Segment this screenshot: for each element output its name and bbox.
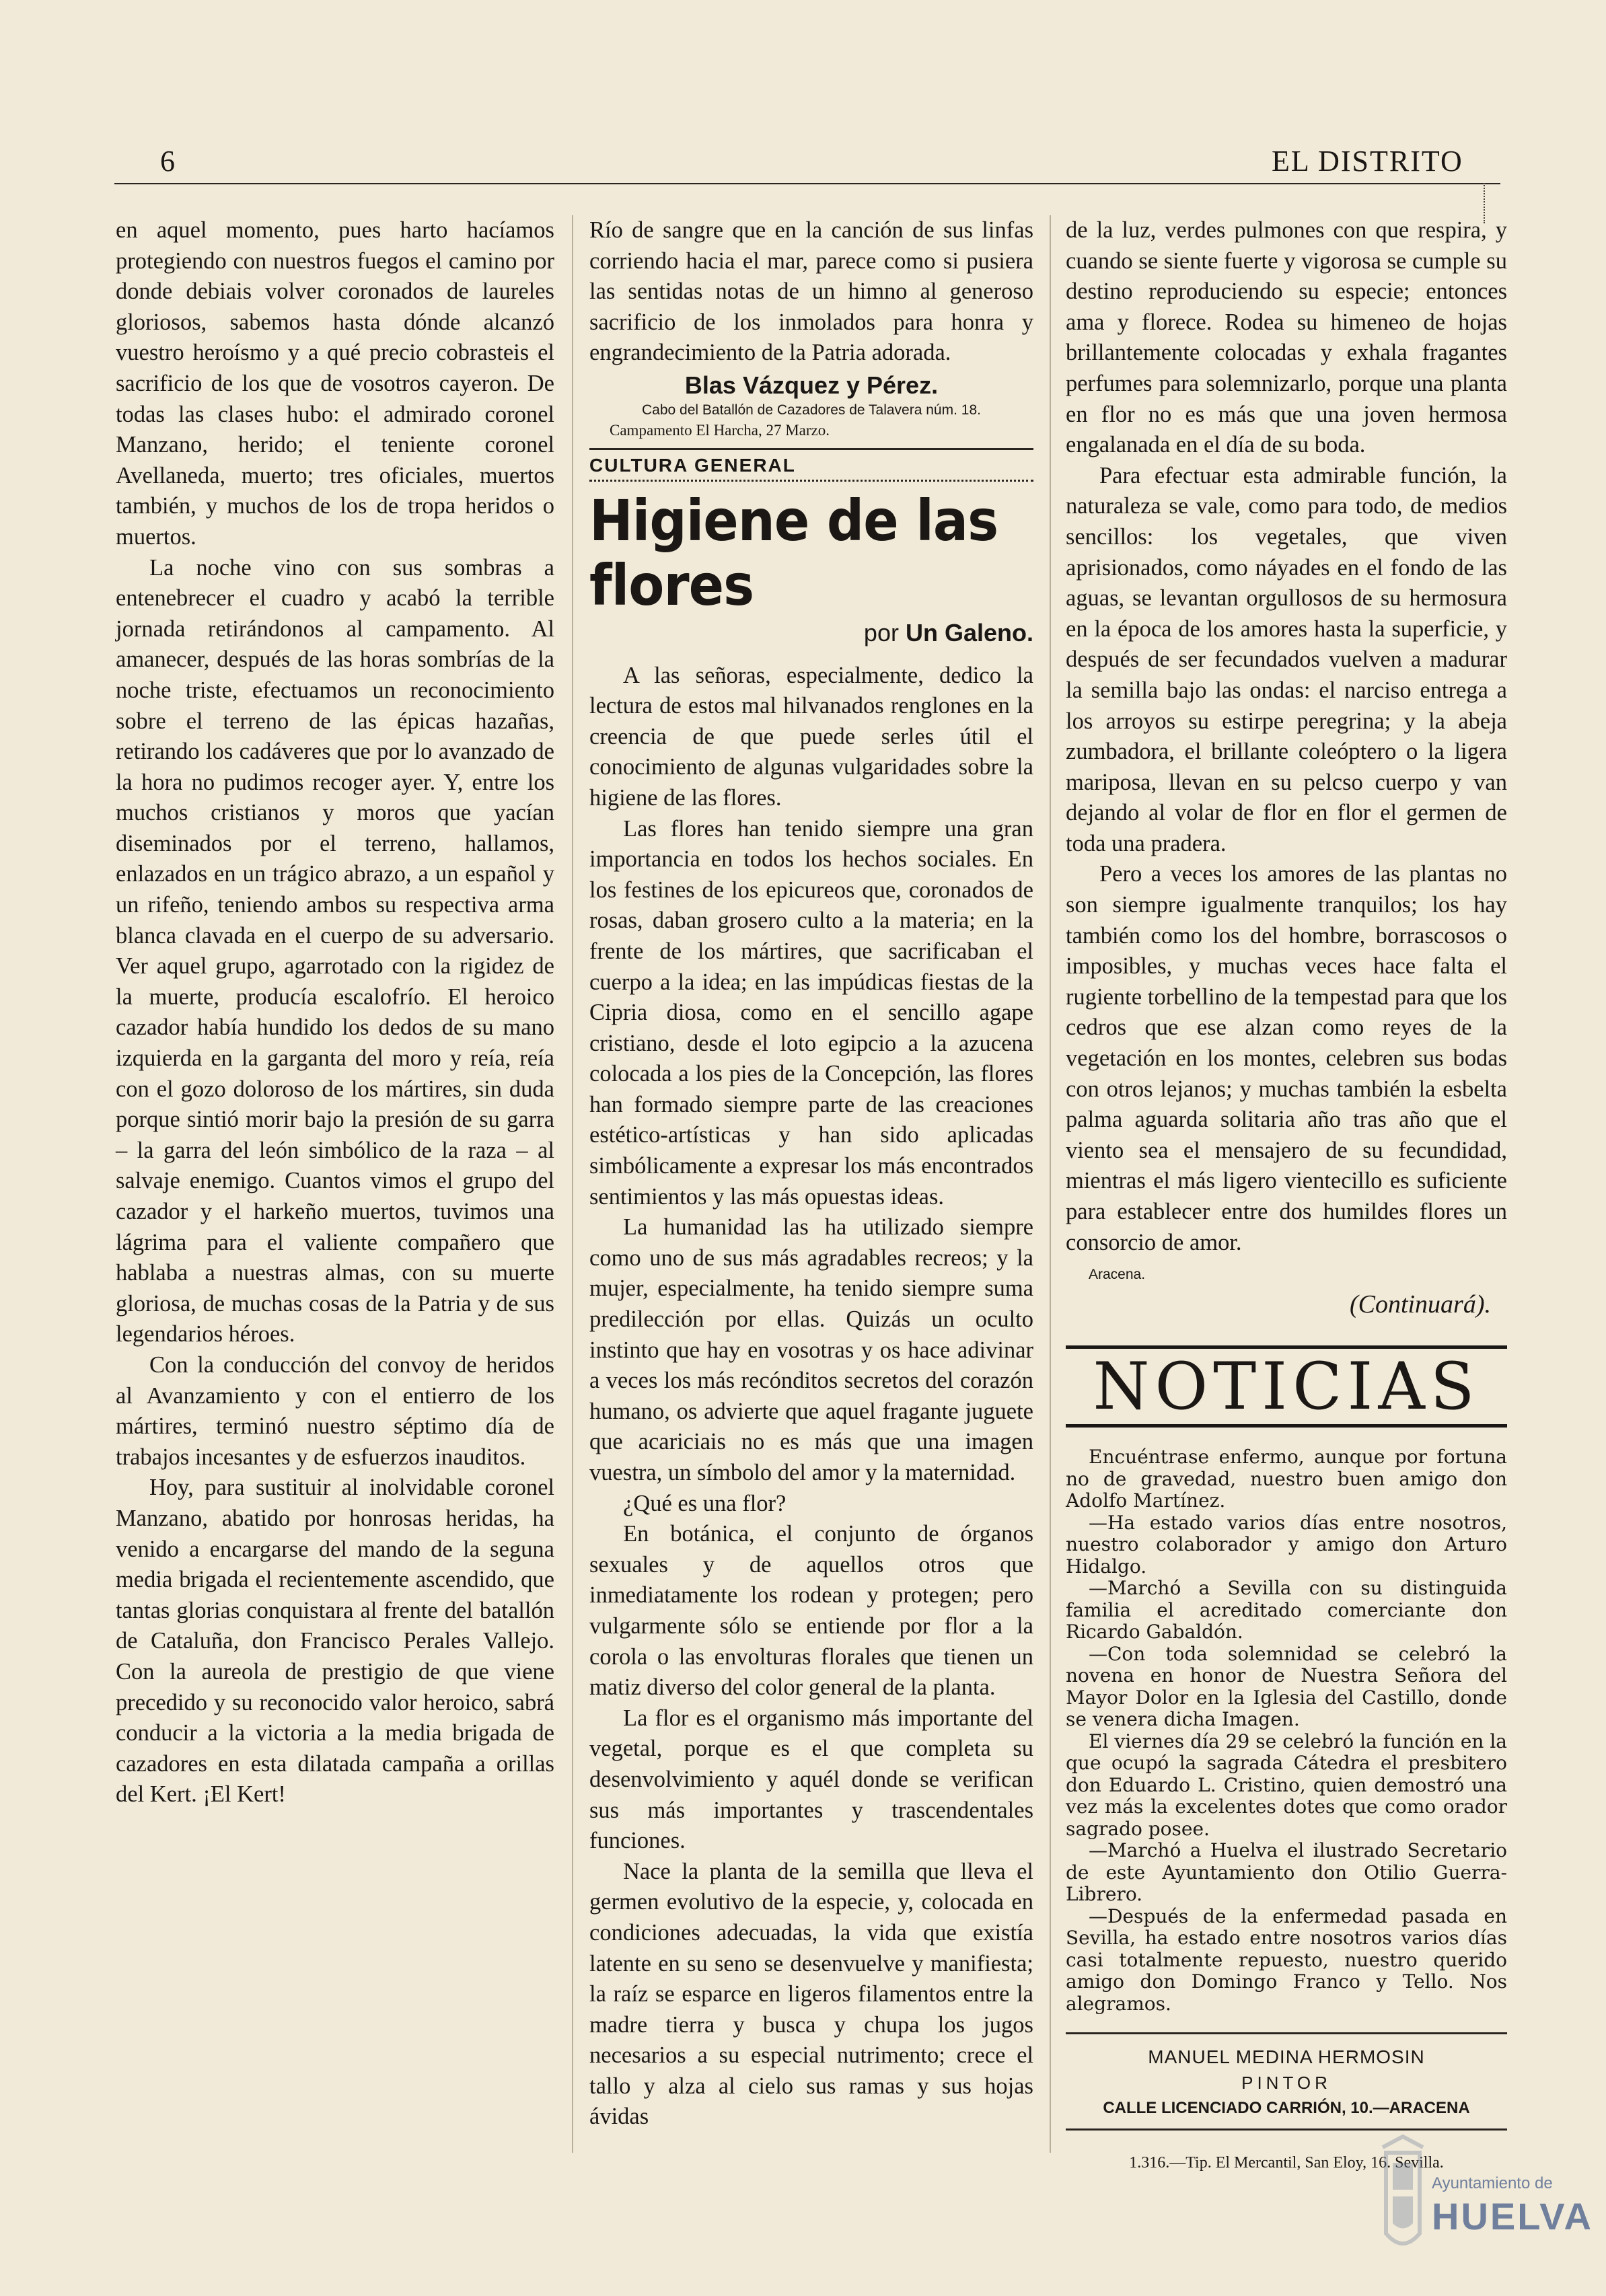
paragraph: en aquel momento, pues harto hacíamos protegiendo con nuestros fuegos el camino por donde debiais volver coronados de laureles gloriosos, sabemos hasta dónde alcanzó vuestro heroísmo y a qué precio cobrasteis el sacrificio de los que de vosotros cayeron. De todas las clases hubo: el admirado coronel Manzano, herido; el teniente coronel Avellaneda, muerto; tres oficiales, muertos también, y muchos de los de tropa heridos o muertos.: [116, 217, 554, 550]
ad-trade: PINTOR: [1241, 2073, 1331, 2094]
news-item: —Después de la enfermedad pasada en Sevilla, ha estado entre nosotros varios días casi totalmente repuesto, nuestro querido amigo don Domingo Franco y Tello. Nos alegramos.: [1066, 1904, 1507, 2015]
paragraph: de la luz, verdes pulmones con que respira, y cuando se siente fuerte y vigorosa se cumple su destino reproduciendo su especie; entonces ama y florece. Rodea su himeneo de hojas brillantemente colocadas y exhala fragantes perfumes para solemnizarlo, porque una planta en flor no es más que una joven hermosa engalanada en el día de su boda.: [1066, 217, 1507, 458]
signature-place: Campamento El Harcha, 27 Marzo.: [610, 421, 830, 439]
news-item: El viernes día 29 se celebró la función en la que ocupó la sagrada Cátedra el presbitero don Eduardo L. Cristino, quien demostró una vez más la excelentes dotes que como orador sagrado posee.: [1066, 1730, 1507, 1840]
ad-name: MANUEL MEDINA HERMOSIN: [1148, 2046, 1425, 2068]
paragraph: Para efectuar esta admirable función, la naturaleza se vale, como para todo, de medios sencillos: los vegetales, que viven aprisionados, como náyades en el fondo de las aguas, se levantan orgullosos de su hermosura en la época de los amores hasta la superficie, y después de ser fecundados vuelven a madurar la semilla bajo las ondas: el narciso entrega a los arroyos su estirpe peregrina; y la abeja zumbadora, el brillante coleóptero o la ligera mariposa, llevan en su pelcso cuerpo y van dejando al volar de flor en flor el germen de toda una pradera.: [1066, 462, 1507, 856]
column-2: [589, 215, 1033, 2133]
page-number: 6: [160, 145, 175, 178]
paragraph: Las flores han tenido siempre una gran importancia en todos los hechos sociales. En los festines de los epicureos que, coronados de rosas, daban grosero culto a la materia; en la frente de los mártires, que sacrificaban el cuerpo a la idea; en las impúdicas fiestas de la Cipria diosa, como en el sencillo agape cristiano, desde el loto egipcio a la azucena colocada a los pies de la Concepción, las flores han formado siempre parte de las creaciones estético-artísticas y han sido aplicadas simbólicamente a expresar los más encontrados sentimientos y las más opuestas ideas.: [589, 815, 1033, 1210]
masthead: EL DISTRITO: [1272, 145, 1463, 178]
article-title: Higiene de las flores: [589, 487, 998, 618]
byline: [589, 618, 1033, 649]
paragraph: Río de sangre que en la canción de sus linfas corriendo hacia el mar, parece como si pusiera las sentidas notas de un himno al generoso sacrificio de los inmolados para honra y engrandecimiento de la Patria adorada.: [589, 217, 1033, 366]
signature-rank: Cabo del Batallón de Cazadores de Talavera núm. 18.: [642, 402, 981, 418]
paragraph: Nace la planta de la semilla que lleva el germen evolutivo de la especie, y, colocada en condiciones adecuadas, la vida que existía latente en su seno se desenvuelve y manifiesta; la raíz se esparce en ligeros filamentos entre la madre tierra y busca y chupa los jugos necesarios a su especial nutrimento; crece el tallo y alza al cielo sus ramas y sus hojas ávidas: [589, 1858, 1033, 2130]
noticias-heading: NOTICIAS: [1066, 1345, 1507, 1428]
news-item: —Marchó a Sevilla con su distinguida familia el acreditado comerciante don Ricardo Gabaldón.: [1066, 1577, 1507, 1643]
paragraph: La humanidad las ha utilizado siempre como uno de sus más agradables recreos; y la mujer, especialmente, ha tenido siempre suma predilección por ellas. Quizás un oculto instinto que hay en vosotras y os hace adivinar a veces los más recónditos secretos del corazón humano, os advierte que aquel fragante juguete que acariciais no es más que una imagen vuestra, un símbolo del amor y la maternidad.: [589, 1214, 1033, 1485]
news-item: —Marchó a Huelva el ilustrado Secretario de este Ayuntamiento don Otilio Guerra-Librero.: [1066, 1839, 1507, 1906]
paragraph: A las señoras, especialmente, dedico la lectura de estos mal hilvanados renglones en la creencia de que puede serles útil el conocimiento de algunas vulgaridades sobre la higiene de las flores.: [589, 662, 1033, 811]
paragraph: ¿Qué es una flor?: [623, 1490, 787, 1516]
noticias-list: [1066, 1446, 1507, 2015]
paragraph: Con la conducción del convoy de heridos al Avanzamiento y con el entierro de los mártires, terminó nuestro séptimo día de trabajos incesantes y de esfuerzos inauditos.: [116, 1351, 554, 1470]
header-rule: [114, 183, 1500, 184]
paragraph: La noche vino con sus sombras a entenebrecer el cuadro y acabó la terrible jornada retirándonos al campamento. Al amanecer, después de las horas sombrías de la noche triste, efectuamos un reconocimiento sobre el terreno de las épicas hazañas, retirando los cadáveres que por lo avanzado de la hora no pudimos recoger ayer. Y, entre los muchos cristianos y moros que yacían diseminados por el terreno, hallamos, enlazados en un trágico abrazo, a un español y un rifeño, teniendo ambos su respectiva arma blanca clavada en el cuerpo de su adversario. Ver aquel grupo, agarrotado con la rigidez de la muerte, producía escalofrío. El heroico cazador había hundido los dedos de su mano izquierda en la garganta del moro y reía, reía con el gozo doloroso de los mártires, sin duda porque sintió morir bajo la presión de su garra – la garra del león simbólico de la raza – al salvaje enemigo. Cuantos vimos el grupo del cazador y el harkeño muertos, tuvimos una lágrima para el valiente compañero que hablaba a nuestras almas, con su muerte gloriosa, de muchas cosas de la Patria y de sus legendarios héroes.: [116, 554, 554, 1347]
paragraph: En botánica, el conjunto de órganos sexuales y de aquellos otros que inmediatamente los rodean y protegen; pero vulgarmente sólo se entiende por flor a la corola o las envolturas florales que tienen un matiz diverso del color general de la planta.: [589, 1521, 1033, 1701]
column-1: [116, 215, 554, 1810]
signature: Blas Vázquez y Pérez.: [684, 371, 939, 399]
byline-prefix: por: [863, 618, 899, 646]
column-3: [1066, 215, 1507, 2179]
imprint: 1.316.—Tip. El Mercantil, San Eloy, 16. Sevilla.: [1129, 2154, 1444, 2172]
section-rule-dotted: [589, 480, 1033, 482]
news-item: —Con toda solemnidad se celebró la novena en honor de Nuestra Señora del Mayor Dolor en la Iglesia del Castillo, donde se venera dicha Imagen.: [1066, 1642, 1507, 1731]
column-divider-2: [1050, 215, 1051, 2153]
watermark-line-1: Ayuntamiento de: [1432, 2174, 1553, 2192]
watermark-line-2: HUELVA: [1432, 2195, 1593, 2237]
paragraph: La flor es el organismo más importante del vegetal, porque es el que completa su desenvolvimiento y aquél donde se verifican sus más importantes y trascendentales funciones.: [589, 1705, 1033, 1854]
advertisement: [1066, 2044, 1507, 2122]
news-item: —Ha estado varios días entre nosotros, nuestro colaborador y amigo don Arturo Hidalgo.: [1066, 1511, 1507, 1578]
ad-address: CALLE LICENCIADO CARRIÓN, 10.—ARACENA: [1103, 2099, 1470, 2118]
ad-rule-bottom: [1066, 2128, 1507, 2131]
paragraph: Hoy, para sustituir al inolvidable coronel Manzano, abatido por honrosas heridas, ha venido a encargarse del mando de la seguna media brigada el recientemente ascendido, que tantas glorias conquistara al frente del batallón de Cataluña, don Francisco Perales Vallejo. Con la aureola de prestigio de que viene precedido y su reconocido valor heroico, sabrá conducir a la victoria a la media brigada de cazadores en esta dilatada campaña a orillas del Kert. ¡El Kert!: [116, 1475, 554, 1808]
article-place: Aracena.: [1089, 1267, 1146, 1283]
continues-note: (Continuará).: [1349, 1290, 1491, 1319]
news-item: Encuéntrase enfermo, aunque por fortuna no de gravedad, nuestro buen amigo don Adolfo Martínez.: [1066, 1446, 1507, 1512]
ad-rule-top: [1066, 2032, 1507, 2034]
section-label: CULTURA GENERAL: [589, 454, 796, 476]
column-divider-1: [572, 215, 573, 2153]
paragraph: Pero a veces los amores de las plantas no son siempre igualmente tranquilos; los hay también como los del hombre, borrascosos o imposibles, y muchas veces hace falta el rugiente torbellino de la tempestad para que los cedros que ese alzan como reyes de la vegetación en los montes, celebren sus bodas con otros lejanos; y muchas también la esbelta palma aguarda solitaria año tras año que el viento sea el mensajero de su fecundidad, mientras el más ligero vientecillo es suficiente para establecer entre dos humildes flores un consorcio de amor.: [1066, 861, 1507, 1255]
section-rule: [589, 448, 1033, 450]
byline-author: Un Galeno.: [905, 618, 1033, 646]
